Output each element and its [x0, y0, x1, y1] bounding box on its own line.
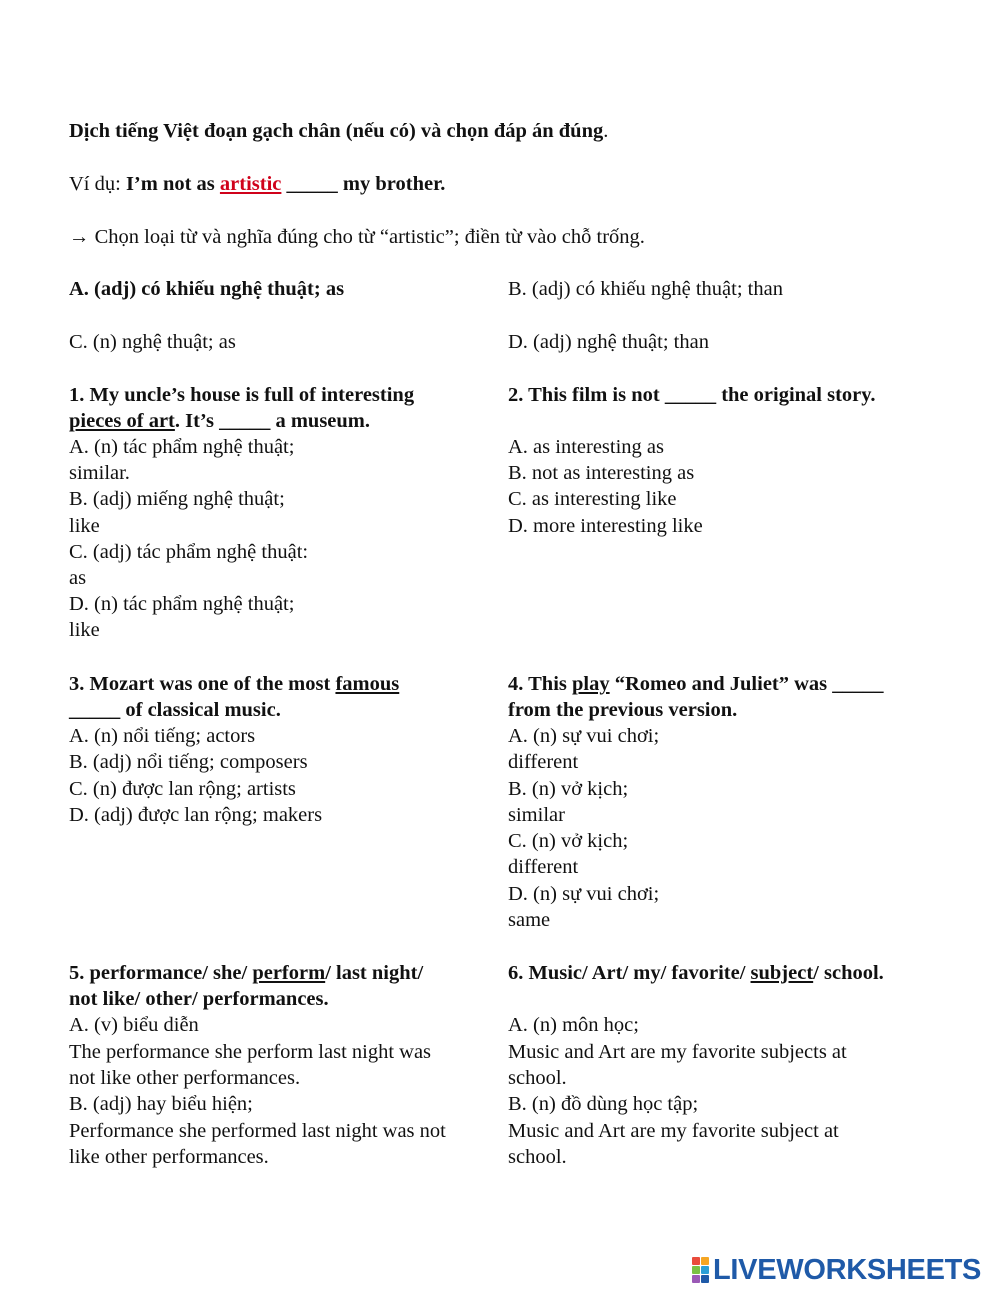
q4-option-b[interactable]: B. (n) vở kịch;: [508, 778, 629, 800]
arrow-icon: →: [69, 226, 90, 248]
q6-option-b-sentence-2[interactable]: school.: [508, 1146, 567, 1168]
q4-option-c[interactable]: C. (n) vở kịch;: [508, 830, 629, 852]
q3-underlined: famous: [335, 673, 400, 695]
q4-option-d-cont[interactable]: same: [508, 909, 551, 931]
q5-option-b[interactable]: B. (adj) hay biểu hiện;: [69, 1093, 253, 1115]
example-option-a[interactable]: A. (adj) có khiếu nghệ thuật; as: [69, 278, 345, 300]
q3-stem-line2: _____ of classical music.: [69, 699, 281, 721]
example-option-b[interactable]: B. (adj) có khiếu nghệ thuật; than: [508, 278, 783, 300]
title-end: .: [603, 120, 609, 142]
q5-stem-line2: not like/ other/ performances.: [69, 988, 329, 1010]
example-option-c[interactable]: C. (n) nghệ thuật; as: [69, 331, 236, 353]
q3-option-a[interactable]: A. (n) nổi tiếng; actors: [69, 725, 256, 747]
q4-option-d[interactable]: D. (n) sự vui chơi;: [508, 883, 660, 905]
q2-option-b[interactable]: B. not as interesting as: [508, 462, 695, 484]
q3-stem-line1: [69, 671, 399, 697]
liveworksheets-logo[interactable]: [692, 1253, 981, 1287]
q5-stem-line1: [69, 960, 423, 986]
title-text: Dịch tiếng Việt đoạn gạch chân (nếu có) và chọn đáp án đúng: [69, 120, 604, 142]
q6-underlined: subject: [750, 962, 814, 984]
q2-option-d[interactable]: D. more interesting like: [508, 515, 703, 537]
q1-stem-line1: 1. My uncle’s house is full of interesting: [69, 384, 415, 406]
q4-option-b-cont[interactable]: similar: [508, 804, 565, 826]
q2-option-a[interactable]: A. as interesting as: [508, 436, 664, 458]
q1-option-b[interactable]: B. (adj) miếng nghệ thuật;: [69, 488, 285, 510]
q6-option-a[interactable]: A. (n) môn học;: [508, 1014, 639, 1036]
example-sentence: [69, 171, 445, 197]
q1-option-d-cont[interactable]: like: [69, 619, 100, 641]
q4-option-a-cont[interactable]: different: [508, 751, 579, 773]
q3-option-b[interactable]: B. (adj) nổi tiếng; composers: [69, 751, 308, 773]
q6-option-b-sentence-1[interactable]: Music and Art are my favorite subject at: [508, 1120, 839, 1142]
q4-stem-start: 4. This: [508, 673, 573, 695]
q1-option-c-cont[interactable]: as: [69, 567, 87, 589]
q5-option-a-sentence-1[interactable]: The performance she perform last night was: [69, 1041, 432, 1063]
q1-option-d[interactable]: D. (n) tác phẩm nghệ thuật;: [69, 593, 295, 615]
page-title: [69, 118, 608, 144]
q4-stem-rest: “Romeo and Juliet” was _____: [609, 673, 884, 695]
instruction-text: Chọn loại từ và nghĩa đúng cho từ “artistic”; điền từ vào chỗ trống.: [89, 226, 645, 248]
q6-option-b[interactable]: B. (n) đồ dùng học tập;: [508, 1093, 699, 1115]
q1-option-a-cont[interactable]: similar.: [69, 462, 130, 484]
q5-stem-start: 5. performance/ she/: [69, 962, 253, 984]
q1-underlined: pieces of art: [69, 410, 175, 432]
q4-underlined: play: [572, 673, 610, 695]
liveworksheets-logo-icon: [692, 1257, 709, 1283]
q3-option-d[interactable]: D. (adj) được lan rộng; makers: [69, 804, 323, 826]
q5-underlined: perform: [252, 962, 326, 984]
q5-stem-rest: / last night/: [325, 962, 424, 984]
q4-option-a[interactable]: A. (n) sự vui chơi;: [508, 725, 660, 747]
q6-stem: [508, 960, 884, 986]
q1-stem-line2: [69, 408, 370, 434]
example-label: Ví dụ:: [69, 173, 126, 195]
q5-option-b-sentence-2[interactable]: like other performances.: [69, 1146, 269, 1168]
example-instruction: [69, 224, 645, 250]
q5-option-b-sentence-1[interactable]: Performance she performed last night was not: [69, 1120, 446, 1142]
q2-option-c[interactable]: C. as interesting like: [508, 488, 677, 510]
q1-option-a[interactable]: A. (n) tác phẩm nghệ thuật;: [69, 436, 295, 458]
q4-stem-line1: [508, 671, 884, 697]
example-option-d[interactable]: D. (adj) nghệ thuật; than: [508, 331, 709, 353]
q1-option-c[interactable]: C. (adj) tác phẩm nghệ thuật:: [69, 541, 309, 563]
q6-option-a-sentence-1[interactable]: Music and Art are my favorite subjects at: [508, 1041, 847, 1063]
example-word: artistic: [219, 173, 282, 195]
example-s2: _____ my brother.: [281, 173, 446, 195]
brand-name: LIVEWORKSHEETS: [713, 1253, 982, 1286]
q5-option-a[interactable]: A. (v) biểu diễn: [69, 1014, 199, 1036]
q6-stem-start: 6. Music/ Art/ my/ favorite/: [508, 962, 751, 984]
q1-option-b-cont[interactable]: like: [69, 515, 100, 537]
q1-stem-rest: . It’s _____ a museum.: [174, 410, 371, 432]
q4-stem-line2: from the previous version.: [508, 699, 738, 721]
q5-option-a-sentence-2[interactable]: not like other performances.: [69, 1067, 301, 1089]
q3-option-c[interactable]: C. (n) được lan rộng; artists: [69, 778, 296, 800]
q6-stem-rest: / school.: [813, 962, 884, 984]
q6-option-a-sentence-2[interactable]: school.: [508, 1067, 567, 1089]
q3-stem-start: 3. Mozart was one of the most: [69, 673, 336, 695]
q2-stem: 2. This film is not _____ the original story.: [508, 384, 876, 406]
q4-option-c-cont[interactable]: different: [508, 856, 579, 878]
example-s1: I’m not as: [125, 173, 220, 195]
